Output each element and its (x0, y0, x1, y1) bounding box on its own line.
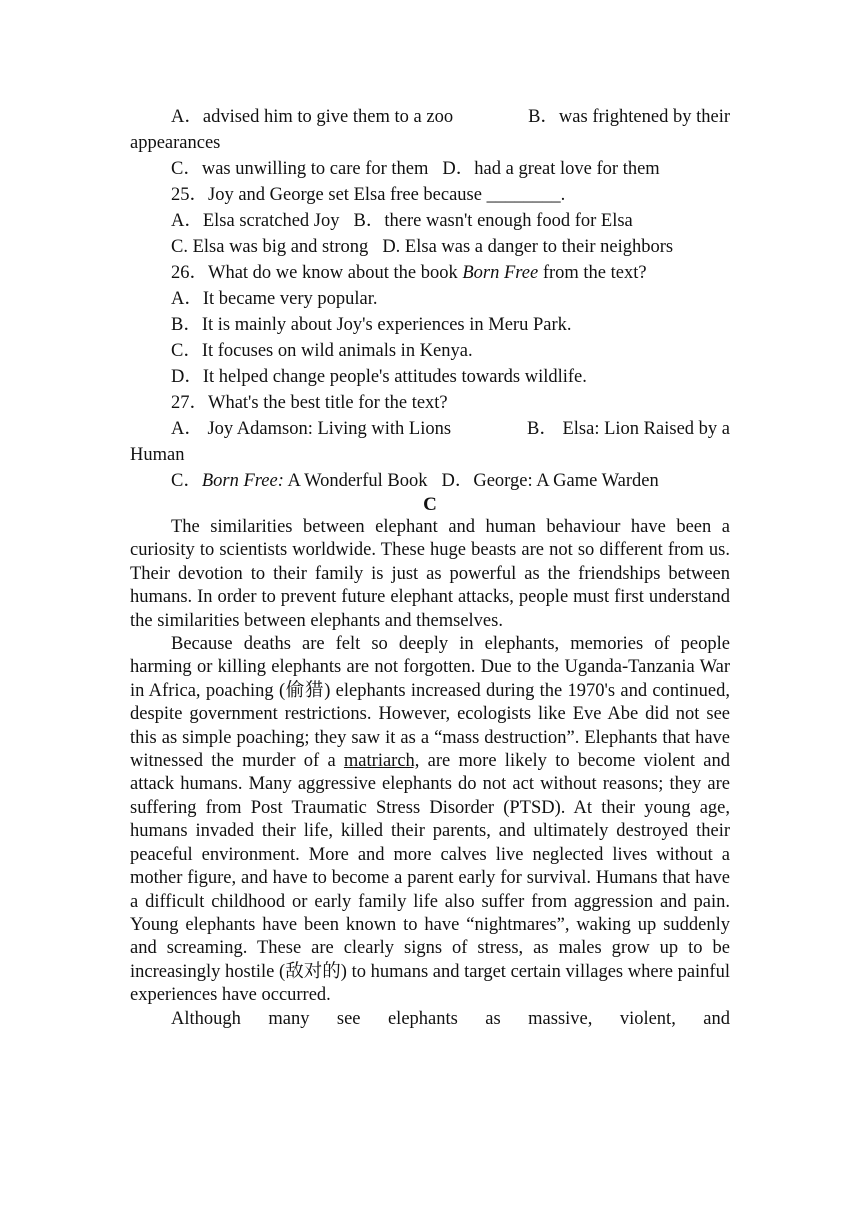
q25-option-d[interactable]: D. Elsa was a danger to their neighbors (382, 237, 674, 257)
document-page (130, 104, 730, 1031)
q26-option-c[interactable]: C．It focuses on wild animals in Kenya. (171, 341, 473, 361)
q27-option-c[interactable] (171, 471, 427, 491)
q27-stem: 27．What's the best title for the text? (171, 393, 448, 413)
q27-option-b[interactable]: B． Elsa: Lion Raised by a (527, 419, 730, 439)
q26-option-b[interactable]: B．It is mainly about Joy's experiences in Meru Park. (171, 315, 572, 335)
q26-stem (130, 260, 730, 286)
q27-option-a[interactable]: A． Joy Adamson: Living with Lions (171, 419, 452, 439)
q25-options-ab (130, 208, 730, 234)
q26-stem-end: from the text? (538, 263, 647, 283)
q27-option-d[interactable]: D．George: A Game Warden (441, 471, 659, 491)
passage-paragraph-3: Although many see elephants as massive, violent, and (171, 1008, 730, 1029)
q24-option-b-continuation: appearances (130, 133, 221, 153)
q26-option-a[interactable]: A．It became very popular. (171, 289, 378, 309)
passage-paragraph-1: The similarities between elephant and human behaviour have been a curiosity to scientists worldwide. These huge beasts are not so different from us. Their devotion to their family is just as powerful as the friendships between humans. In order to prevent future elephant attacks, people must first understand the similarities between elephants and themselves. (130, 517, 730, 631)
q27-option-c-italic: Born Free: (201, 471, 284, 491)
q26-book-title: Born Free (462, 263, 539, 283)
q26-stem-text: 26．What do we know about the book (171, 263, 463, 283)
q27-option-c-text: A Wonderful Book (283, 471, 428, 491)
passage-paragraph-2-part-1: Because deaths are felt so deeply in elephants, memories of people harming or killing elephants are not forgotten. Due to the Uganda-Tanzania War in Africa, poaching (偷猎) elephants increased during the 1970's and continued, despite government restrictions. However, ecologists like Eve Abe did not see this as simple poaching; they saw it as a “mass destruction”. Elephants that have witnessed the murder of a (130, 634, 730, 772)
q25-options-cd (130, 234, 730, 260)
q24-options-cd (130, 156, 730, 182)
q25-option-c[interactable]: C. Elsa was big and strong (171, 237, 369, 257)
passage-paragraph-2 (130, 633, 730, 1008)
q27-option-b-continuation: Human (130, 445, 185, 465)
section-heading: C (423, 494, 437, 515)
q25-stem: 25．Joy and George set Elsa free because ________. (171, 185, 566, 205)
q24-options-ab (130, 104, 730, 130)
q24-option-b[interactable]: B．was frightened by their (528, 107, 730, 127)
q27-option-c-label: C． (171, 471, 202, 491)
underlined-word-matriarch: matriarch, (343, 751, 420, 772)
q24-option-a[interactable]: A．advised him to give them to a zoo (171, 107, 454, 127)
q24-option-c[interactable]: C．was unwilling to care for them (171, 159, 429, 179)
q25-option-b[interactable]: B．there wasn't enough food for Elsa (353, 211, 633, 231)
q27-options-ab (130, 416, 730, 442)
q27-options-cd (130, 468, 730, 494)
passage-paragraph-2-part-2: are more likely to become violent and attack humans. Many aggressive elephants do not act without reasons; they are suffering from Post Traumatic Stress Disorder (PTSD). At their young age, humans invaded their life, killed their parents, and ultimately destroyed their peaceful environment. More and more calves live neglected lives without a mother figure, and have to become a parent early for survival. Humans that have a difficult childhood or early family life also suffer from aggression and pain. Young elephants have been known to have “nightmares”, waking up suddenly and screaming. These are clearly signs of stress, as males grow up to be increasingly hostile (敌对的) to humans and target certain villages where painful experiences have occurred. (130, 751, 730, 1006)
q26-option-d[interactable]: D．It helped change people's attitudes towards wildlife. (171, 367, 587, 387)
q24-option-d[interactable]: D．had a great love for them (442, 159, 660, 179)
q25-option-a[interactable]: A．Elsa scratched Joy (171, 211, 340, 231)
